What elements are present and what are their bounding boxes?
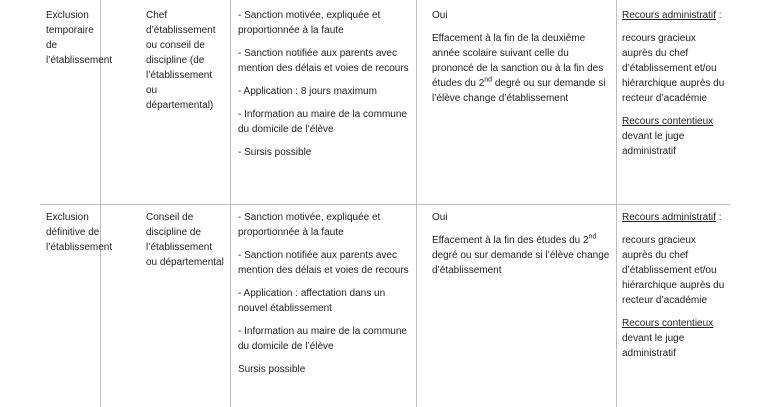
row2-record-cell <box>432 210 612 278</box>
row1-sanction-cell <box>46 8 113 68</box>
procedure-item: Sursis possible <box>238 364 306 375</box>
erasure-text: Effacement à la fin de la deuxième année scolaire suivant celle du prononcé de la sanction ou à la fin des études du 2nd degré ou sur demande si l’élève change d’établissement <box>432 33 606 104</box>
recours-administratif-link[interactable]: Recours administratif <box>622 212 716 223</box>
recours-administratif-text: recours gracieux auprès du chef d’établissement et/ou hiérarchique auprès du recteur d’académie <box>622 33 725 104</box>
erasure-text: Effacement à la fin des études du 2nd degré ou sur demande si l’élève change d’établissement <box>432 233 610 276</box>
recours-administratif-text: recours gracieux auprès du chef d’établissement et/ou hiérarchique auprès du recteur d’académie <box>622 235 725 306</box>
row1-record-cell <box>432 8 612 106</box>
row-divider <box>40 204 730 205</box>
row2-recours-cell <box>622 210 727 361</box>
recours-administratif-link[interactable]: Recours administratif <box>622 10 716 21</box>
row1-recours-cell <box>622 8 727 159</box>
procedure-item: - Sanction notifiée aux parents avec mention des délais et voies de recours <box>238 250 409 276</box>
row1-authority-cell <box>146 8 226 113</box>
recours-administratif: Recours administratif : <box>622 10 722 21</box>
procedure-item: - Sanction notifiée aux parents avec mention des délais et voies de recours <box>238 48 409 74</box>
procedure-item: - Information au maire de la commune du domicile de l’élève <box>238 109 407 135</box>
sanctions-table <box>40 0 730 407</box>
procedure-item: - Sanction motivée, expliquée et proportionnée à la faute <box>238 10 381 36</box>
sanction-name: Exclusion définitive de l’établissement <box>46 212 113 253</box>
row2-procedure-cell <box>238 210 414 385</box>
row2-authority-cell <box>146 210 226 270</box>
recours-contentieux: Recours contentieux devant le juge administratif <box>622 318 714 359</box>
row2-sanction-cell <box>46 210 113 255</box>
procedure-item: - Application : affectation dans un nouvel établissement <box>238 288 386 314</box>
procedure-item: - Sanction motivée, expliquée et proportionnée à la faute <box>238 212 381 238</box>
record-value: Oui <box>432 10 448 21</box>
procedure-item: - Sursis possible <box>238 147 312 158</box>
row1-procedure-cell <box>238 8 414 168</box>
procedure-item: - Application : 8 jours maximum <box>238 86 377 97</box>
recours-contentieux-link[interactable]: Recours contentieux <box>622 116 714 127</box>
authority-text: Conseil de discipline de l’établissement ou départemental <box>146 212 224 268</box>
authority-text: Chef d’établissement ou conseil de discipline (de l’établissement ou départemental) <box>146 10 216 111</box>
recours-contentieux-link[interactable]: Recours contentieux <box>622 318 714 329</box>
record-value: Oui <box>432 212 448 223</box>
recours-administratif: Recours administratif : <box>622 212 722 223</box>
sanction-name: Exclusion temporaire de l’établissement <box>46 10 113 66</box>
procedure-item: - Information au maire de la commune du domicile de l’élève <box>238 326 407 352</box>
recours-contentieux: Recours contentieux devant le juge administratif <box>622 116 714 157</box>
